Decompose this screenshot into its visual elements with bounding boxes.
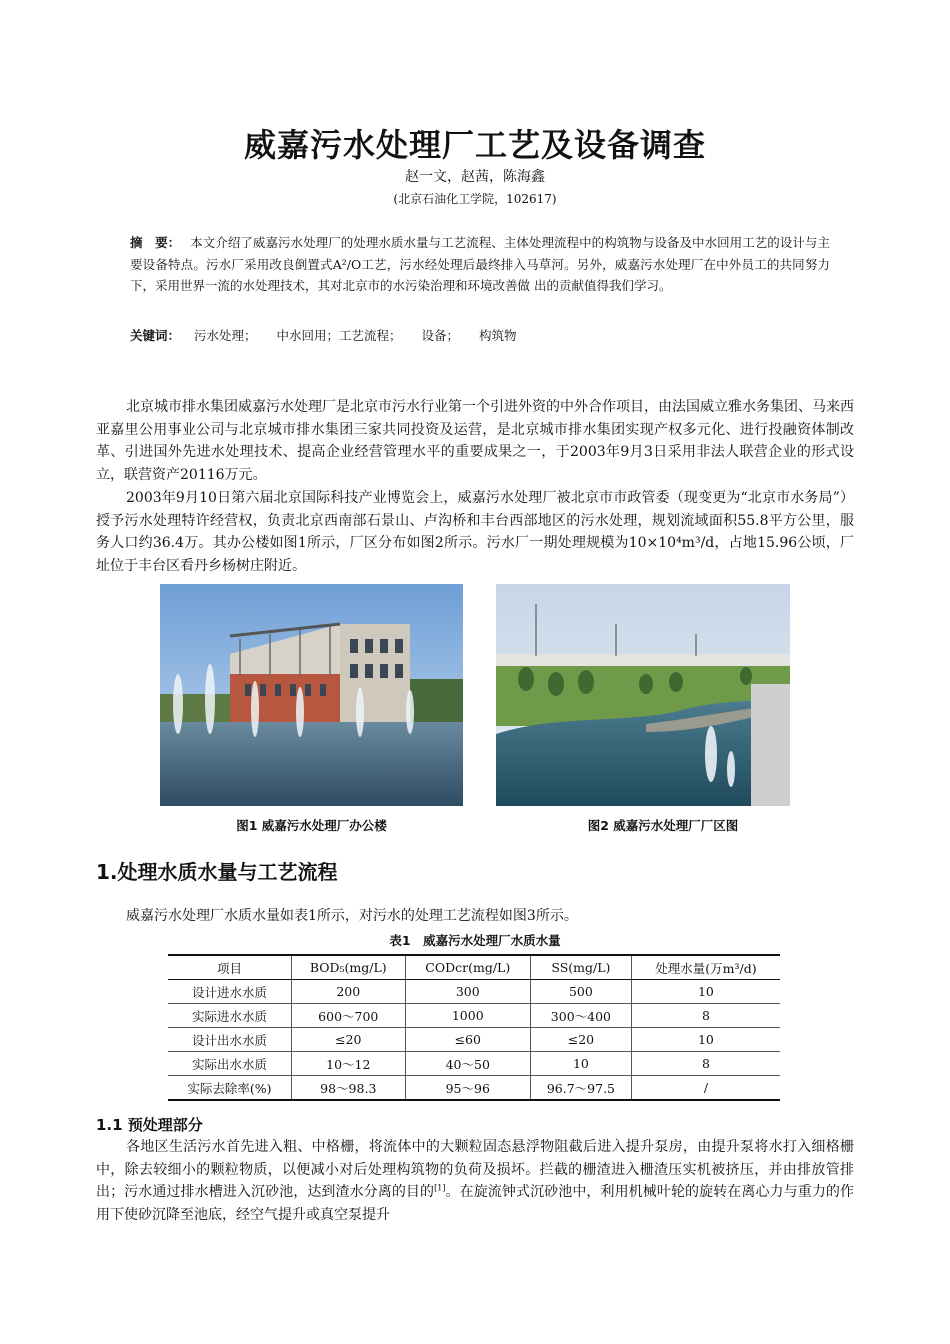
table-header-cell: CODcr(mg/L): [405, 955, 530, 980]
table-row: [168, 1004, 780, 1028]
table-cell: 10～12: [292, 1052, 406, 1076]
table-cell: 8: [631, 1004, 780, 1028]
author-list: 赵一文，赵茜，陈海鑫: [405, 169, 545, 185]
table-row: [168, 1076, 780, 1101]
table-cell: ≤20: [530, 1028, 631, 1052]
table-header-cell: SS(mg/L): [530, 955, 631, 980]
abstract: [130, 232, 830, 297]
table-cell: 10: [631, 1028, 780, 1052]
table-cell: 设计进水水质: [168, 980, 292, 1004]
paragraph-license: 2003年9月10日第六届北京国际科技产业博览会上，威嘉污水处理厂被北京市市政管委（现变更为“北京市水务局”）授予污水处理特许经营权，负责北京西南部石景山、卢沟桥和丰台西部地区的污水处理，规划流域面积55.8平方公里，服务人口约36.4万。其办公楼如图1所示，厂区分布如图2所示。污水厂一期处理规模为10×10⁴m³/d，占地15.96公顷，厂址位于丰台区看丹乡杨树庄附近。: [96, 490, 854, 574]
table-cell: ≤20: [292, 1028, 406, 1052]
table-cell: 98～98.3: [292, 1076, 406, 1101]
keywords: [130, 326, 830, 344]
paper-title: 威嘉污水处理厂工艺及设备调查: [243, 126, 706, 164]
paragraph-intro: 北京城市排水集团威嘉污水处理厂是北京市污水行业第一个引进外资的中外合作项目，由法国威立雅水务集团、马来西亚嘉里公用事业公司与北京城市排水集团三家共同投资及运营，是北京城市排水集团实现产权多元化、进行投融资体制改革、引进国外先进水处理技术、提高企业经营管理水平的重要成果之一，于2003年9月3日采用非法人联营企业的形式设立，联营资产20116万元。: [96, 399, 854, 483]
table-cell: 300: [405, 980, 530, 1004]
table-cell: ≤60: [405, 1028, 530, 1052]
subsection-heading: 1.1 预处理部分: [96, 1116, 203, 1134]
table-cell: 40～50: [405, 1052, 530, 1076]
table-header-cell: 项目: [168, 955, 292, 980]
keyword: 污水处理；: [194, 328, 257, 343]
table-header-row: [168, 955, 780, 980]
table-cell: 600～700: [292, 1004, 406, 1028]
table-cell: 10: [631, 980, 780, 1004]
abstract-text: 本文介绍了威嘉污水处理厂的处理水质水量与工艺流程、主体处理流程中的构筑物与设备及中水回用工艺的设计与主要设备特点。污水厂采用改良倒置式A²/O工艺，污水经处理后最终排入马草河。另外，威嘉污水处理厂在中外员工的共同努力下，采用世界一流的水处理技术，其对北京市的水污染治理和环境改善做 出的贡献值得我们学习。: [130, 235, 830, 293]
figure-1-caption: 图1 威嘉污水处理厂办公楼: [236, 818, 387, 833]
table-row: [168, 1052, 780, 1076]
table-header-cell: 处理水量(万m³/d): [631, 955, 780, 980]
table-cell: 200: [292, 980, 406, 1004]
paragraph-text: 各地区生活污水首先进入粗、中格栅，将流体中的大颗粒固态悬浮物阻截后进入提升泵房，由提升泵将水打入细格栅中，除去较细小的颗粒物质，以便减小对后处理构筑物的负荷及损坏。拦截的栅渣进入栅渣压实机被挤压，并由排放管排出；污水通过排水槽进入沉砂池，达到渣水分离的目的: [96, 1139, 854, 1200]
affiliation: (北京石油化工学院，102617): [393, 192, 557, 206]
table-cell: 设计出水水质: [168, 1028, 292, 1052]
table-cell: 96.7～97.5: [530, 1076, 631, 1101]
table-cell: 95～96: [405, 1076, 530, 1101]
paragraph-pretreatment: [96, 1136, 854, 1226]
water-quality-table: [168, 954, 780, 1101]
office-building-photo: [160, 584, 463, 806]
table-row: [168, 980, 780, 1004]
table-cell: /: [631, 1076, 780, 1101]
table-cell: 300～400: [530, 1004, 631, 1028]
table-cell: 实际去除率(%): [168, 1076, 292, 1101]
paragraph-table-intro: 威嘉污水处理厂水质水量如表1所示，对污水的处理工艺流程如图3所示。: [126, 908, 578, 924]
keyword: 设备；: [421, 328, 460, 343]
abstract-label: 摘 要：: [130, 235, 181, 250]
figure-2-caption: 图2 威嘉污水处理厂厂区图: [587, 818, 739, 833]
citation-ref: [1]: [434, 1183, 446, 1193]
table-cell: 500: [530, 980, 631, 1004]
table-cell: 实际进水水质: [168, 1004, 292, 1028]
section-heading: 1.处理水质水量与工艺流程: [96, 860, 338, 884]
table-cell: 10: [530, 1052, 631, 1076]
figure-plant-area: [496, 584, 790, 806]
plant-area-photo: [496, 584, 790, 806]
paragraph-text-tail: 。在旋流钟式沉砂池中，利用机械叶轮的旋转在离心力与重力的作用下使砂沉降至池底，经空气提升或真空泵提升: [96, 1184, 854, 1223]
table-row: [168, 1028, 780, 1052]
table-cell: 8: [631, 1052, 780, 1076]
table-cell: 1000: [405, 1004, 530, 1028]
keyword: 构筑物: [479, 328, 517, 343]
table-title: 表1 威嘉污水处理厂水质水量: [389, 933, 561, 948]
table-header-cell: BOD₅(mg/L): [292, 955, 406, 980]
keyword: 中水回用；工艺流程；: [276, 328, 402, 343]
table-cell: 实际出水水质: [168, 1052, 292, 1076]
keywords-label: 关键词：: [130, 328, 181, 343]
figure-office-building: [160, 584, 463, 806]
